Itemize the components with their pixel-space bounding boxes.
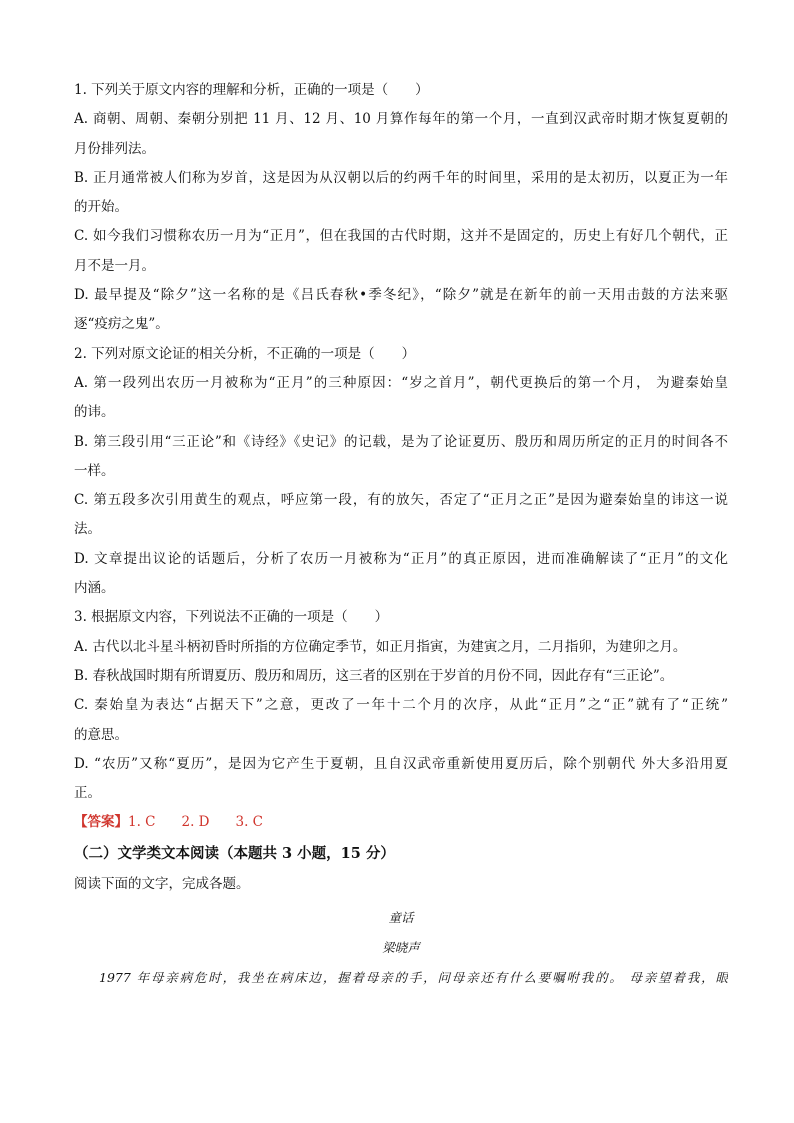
option-line: B. 第三段引用“三正论”和《诗经》《史记》的记载，是为了论证夏历、殷历和周历所定的正月的时间各不 (74, 433, 728, 450)
answer-item: 2. D (181, 814, 210, 831)
option-line: 正。 (74, 785, 101, 802)
answer-item: 1. C (128, 814, 156, 831)
question-stem: 3. 根据原文内容，下列说法不正确的一项是（ ） (74, 609, 389, 626)
option-d (74, 750, 728, 809)
story-author: 梁晓声 (382, 940, 420, 956)
option-line: 月份排列法。 (74, 140, 155, 157)
option-line: 的开始。 (74, 199, 128, 216)
option-line: C. 第五段多次引用黄生的观点，呼应第一段，有的放矢，否定了“正月之正”是因为避秦始皇的讳这一说 (74, 492, 728, 509)
option-line: B. 正月通常被人们称为岁首，这是因为从汉朝以后的约两千年的时间里，采用的是太初历，以夏正为一年 (74, 169, 728, 186)
option-line: A. 商朝、周朝、秦朝分别把 11 月、12 月、10 月算作每年的第一个月，一直到汉武帝时期才恢复夏朝的 (74, 111, 728, 128)
option-line: B. 春秋战国时期有所谓夏历、殷历和周历，这三者的区别在于岁首的月份不同，因此存有“三正论”。 (74, 667, 674, 684)
option-c (74, 222, 728, 281)
question-stem: 2. 下列对原文论证的相关分析，不正确的一项是（ ） (74, 345, 416, 362)
option-line: A. 第一段列出农历一月被称为“正月”的三种原因：“岁之首月”，朝代更换后的第一个月， 为避秦始皇 (74, 374, 728, 391)
story-first-line: 1977 年母亲病危时，我坐在病床边，握着母亲的手，问母亲还有什么要嘱咐我的。 母亲望着我，眼 (99, 970, 728, 986)
option-line: C. 秦始皇为表达“占据天下”之意，更改了一年十二个月的次序，从此“正月”之“正”就有了“正统” (74, 697, 728, 714)
option-line: 法。 (74, 521, 101, 538)
option-line: 的意思。 (74, 726, 128, 743)
option-c (74, 486, 728, 545)
option-line: 的讳。 (74, 404, 115, 421)
option-b (74, 662, 728, 691)
question-2 (74, 340, 728, 604)
option-a (74, 369, 728, 428)
option-line: D. 文章提出议论的话题后，分析了农历一月被称为“正月”的真正原因，进而准确解读了“正月”的文化 (74, 550, 728, 567)
option-c (74, 691, 728, 750)
option-d (74, 545, 728, 604)
option-line: 内涵。 (74, 580, 115, 597)
option-line: 月不是一月。 (74, 257, 155, 274)
story-title: 童话 (388, 910, 414, 926)
option-d (74, 281, 728, 340)
option-line: 一样。 (74, 462, 115, 479)
option-b (74, 428, 728, 487)
answer-label: 【答案】 (74, 814, 128, 831)
option-line: D. 最早提及“除夕”这一名称的是《吕氏春秋•季冬纪》，“除夕”就是在新年的前一天用击鼓的方法来驱 (74, 287, 728, 304)
option-line: D. “农历”又称“夏历”，是因为它产生于夏朝，且自汉武帝重新使用夏历后，除个别朝代 外大多沿用夏 (74, 755, 728, 772)
document-page (74, 76, 728, 992)
option-a (74, 105, 728, 164)
option-line: 逐“疫疠之鬼”。 (74, 316, 169, 333)
section-heading: （二）文学类文本阅读（本题共 3 小题，15 分） (74, 844, 395, 862)
option-line: C. 如今我们习惯称农历一月为“正月”，但在我国的古代时期，这并不是固定的，历史上有好几个朝代，正 (74, 228, 728, 245)
option-b (74, 164, 728, 223)
question-1 (74, 76, 728, 340)
option-line: A. 古代以北斗星斗柄初昏时所指的方位确定季节，如正月指寅，为建寅之月，二月指卯，为建卯之月。 (74, 638, 687, 655)
section-instruction: 阅读下面的文字，完成各题。 (74, 875, 250, 892)
answer-key (74, 808, 728, 837)
option-a (74, 633, 728, 662)
question-stem: 1. 下列关于原文内容的理解和分析，正确的一项是（ ） (74, 82, 429, 98)
answer-item: 3. C (235, 814, 264, 831)
question-3 (74, 603, 728, 808)
